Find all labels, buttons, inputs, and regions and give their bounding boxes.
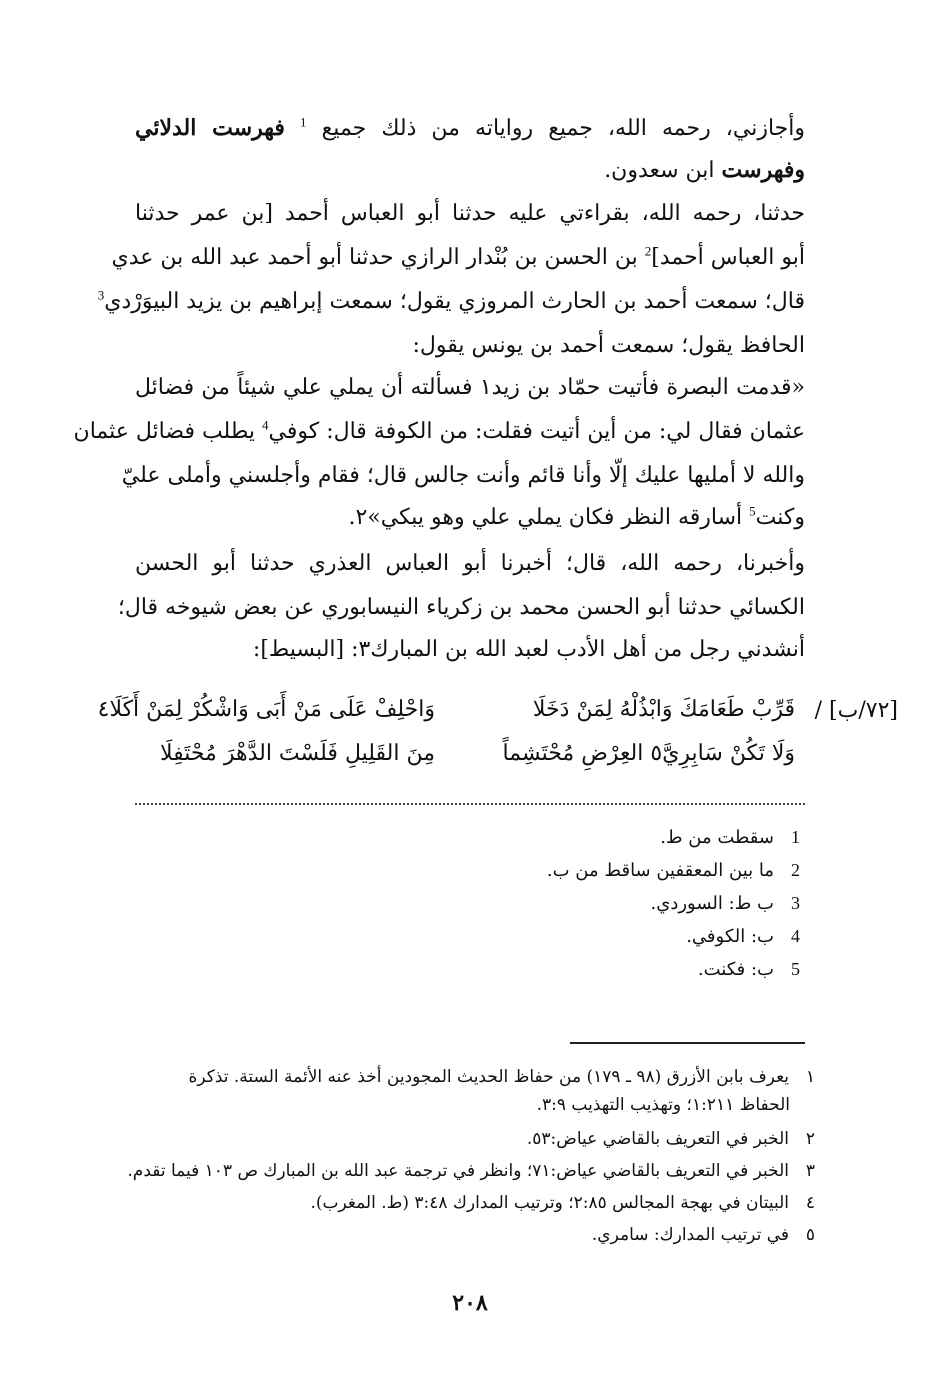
body-text: وأجازني، رحمه الله، جميع رواياته من ذلك جميع <box>321 116 806 141</box>
footnote <box>120 1158 815 1184</box>
note-number: 4 <box>791 926 800 946</box>
body-line <box>135 112 805 148</box>
body-line <box>135 502 805 538</box>
verse-hemistich: قَرِّبْ طَعَامَكَ وَابْذُلْهُ لِمَنْ دَخَلَا <box>532 697 795 722</box>
body-line <box>135 634 805 670</box>
note-number: 5 <box>791 959 800 979</box>
body-line <box>135 154 805 190</box>
note-text: ب: الكوفي. <box>686 926 774 947</box>
body-text: أنشدني رجل من أهل الأدب لعبد الله بن المبارك٣: [البسيط]: <box>252 637 805 662</box>
book-title: فهرست الدلائي <box>135 115 285 141</box>
note-number: 1 <box>791 827 800 847</box>
body-text: «قدمت البصرة فأتيت حمّاد بن زيد١ فسألته أن يملي علي شيئاً من فضائل <box>135 375 805 400</box>
footnote <box>120 1190 815 1216</box>
footnote-continuation <box>95 1092 790 1118</box>
footnote-separator <box>570 1042 805 1044</box>
footnote <box>120 1064 815 1090</box>
body-line <box>111 242 805 278</box>
footnote-number: ١ <box>805 1067 815 1087</box>
body-text: وكنت <box>755 505 805 530</box>
note-number: 2 <box>791 860 800 880</box>
body-line <box>97 286 805 322</box>
footnote-text: الخبر في التعريف بالقاضي عياض:٧١؛ وانظر في ترجمة عبد الله بن المبارك ص ١٠٣ فيما تقدم. <box>127 1161 789 1181</box>
footnote-number: ٥ <box>805 1225 815 1245</box>
editor-note <box>660 824 800 851</box>
editor-note <box>547 857 800 884</box>
note-text: ب: فكنت. <box>697 959 774 980</box>
note-marker: 2 <box>644 243 652 259</box>
verse-hemistich: وَلَا تَكُنْ سَابِرِيَّ٥ العِرْضِ مُحْتَشِماً <box>502 741 795 766</box>
body-text: بن الحسن بن بُنْدار الرازي حدثنا أبو أحمد عبد الله بن عدي <box>111 245 638 270</box>
body-text: أبو العباس أحمد] <box>651 245 805 270</box>
page-number: ٢٠٨ <box>452 1290 488 1316</box>
body-line <box>135 198 805 234</box>
footnote-number: ٤ <box>805 1193 815 1213</box>
body-line <box>73 416 805 452</box>
editor-note <box>651 890 800 917</box>
dotted-separator <box>135 803 805 805</box>
note-marker: 4 <box>262 417 269 433</box>
body-text: الحافظ يقول؛ سمعت أحمد بن يونس يقول: <box>412 333 805 358</box>
footnote-text: الخبر في التعريف بالقاضي عياض:٥٣. <box>526 1129 789 1149</box>
body-line <box>135 372 805 408</box>
footnote-text: في ترتيب المدارك: سامري. <box>591 1225 789 1245</box>
body-line <box>117 592 805 628</box>
footnote <box>120 1126 815 1152</box>
footnote-text: يعرف بابن الأزرق (٩٨ ـ ١٧٩) من حفاظ الحديث المجودين أخذ عنه الأئمة الستة. تذكرة <box>188 1067 789 1087</box>
note-number: 3 <box>791 893 800 913</box>
book-title: وفهرست <box>721 157 805 183</box>
note-text: سقطت من ط. <box>660 827 774 848</box>
footnote-text: الحفاظ ١:٢١١؛ وتهذيب التهذيب ٣:٩. <box>536 1095 790 1115</box>
body-text: أسارقه النظر فكان يملي علي وهو يبكي»٢. <box>348 505 743 530</box>
footnote <box>120 1222 815 1248</box>
note-marker: 3 <box>97 287 105 303</box>
note-marker: 1 <box>300 114 307 130</box>
body-line <box>135 330 805 366</box>
folio-marker: [٧٢/ب] / <box>814 698 898 723</box>
note-text: ب ط: السوردي. <box>650 893 774 914</box>
body-text: ابن سعدون. <box>604 158 715 183</box>
footnote-number: ٣ <box>805 1161 815 1181</box>
body-text: وأخبرنا، رحمه الله، قال؛ أخبرنا أبو العباس العذري حدثنا أبو الحسن <box>135 551 805 576</box>
body-text: يطلب فضائل عثمان <box>73 419 256 444</box>
body-line <box>135 548 805 584</box>
body-text: الكسائي حدثنا أبو الحسن محمد بن زكرياء النيسابوري عن بعض شيوخه قال؛ <box>117 595 805 620</box>
verse-hemistich: مِنَ القَلِيلِ فَلَسْتَ الدَّهْرَ مُحْتَفِلَا <box>159 741 435 766</box>
editor-note <box>686 923 800 950</box>
body-line <box>121 460 805 496</box>
verse-hemistich: وَاحْلِفْ عَلَى مَنْ أَبَى وَاشْكُرْ لِمَنْ أَكَلَا٤ <box>97 697 435 722</box>
footnote-number: ٢ <box>805 1129 815 1149</box>
footnote-text: البيتان في بهجة المجالس ٢:٨٥؛ وترتيب المدارك ٣:٤٨ (ط. المغرب). <box>310 1193 789 1213</box>
body-text: عثمان فقال لي: من أين أتيت فقلت: من الكوفة قال: كوفي <box>268 419 805 444</box>
body-text: قال؛ سمعت أحمد بن الحارث المروزي يقول؛ سمعت إبراهيم بن يزيد البيوَرْدي <box>104 289 805 314</box>
body-text: حدثنا، رحمه الله، بقراءتي عليه حدثنا أبو العباس أحمد [بن عمر حدثنا <box>135 201 805 226</box>
note-text: ما بين المعقفين ساقط من ب. <box>546 860 774 881</box>
editor-note <box>698 956 800 983</box>
note-marker: 5 <box>749 503 756 519</box>
body-text: والله لا أمليها عليك إلّا وأنا قائم وأنت جالس قال؛ فقام وأجلسني وأملى عليّ <box>121 463 805 488</box>
